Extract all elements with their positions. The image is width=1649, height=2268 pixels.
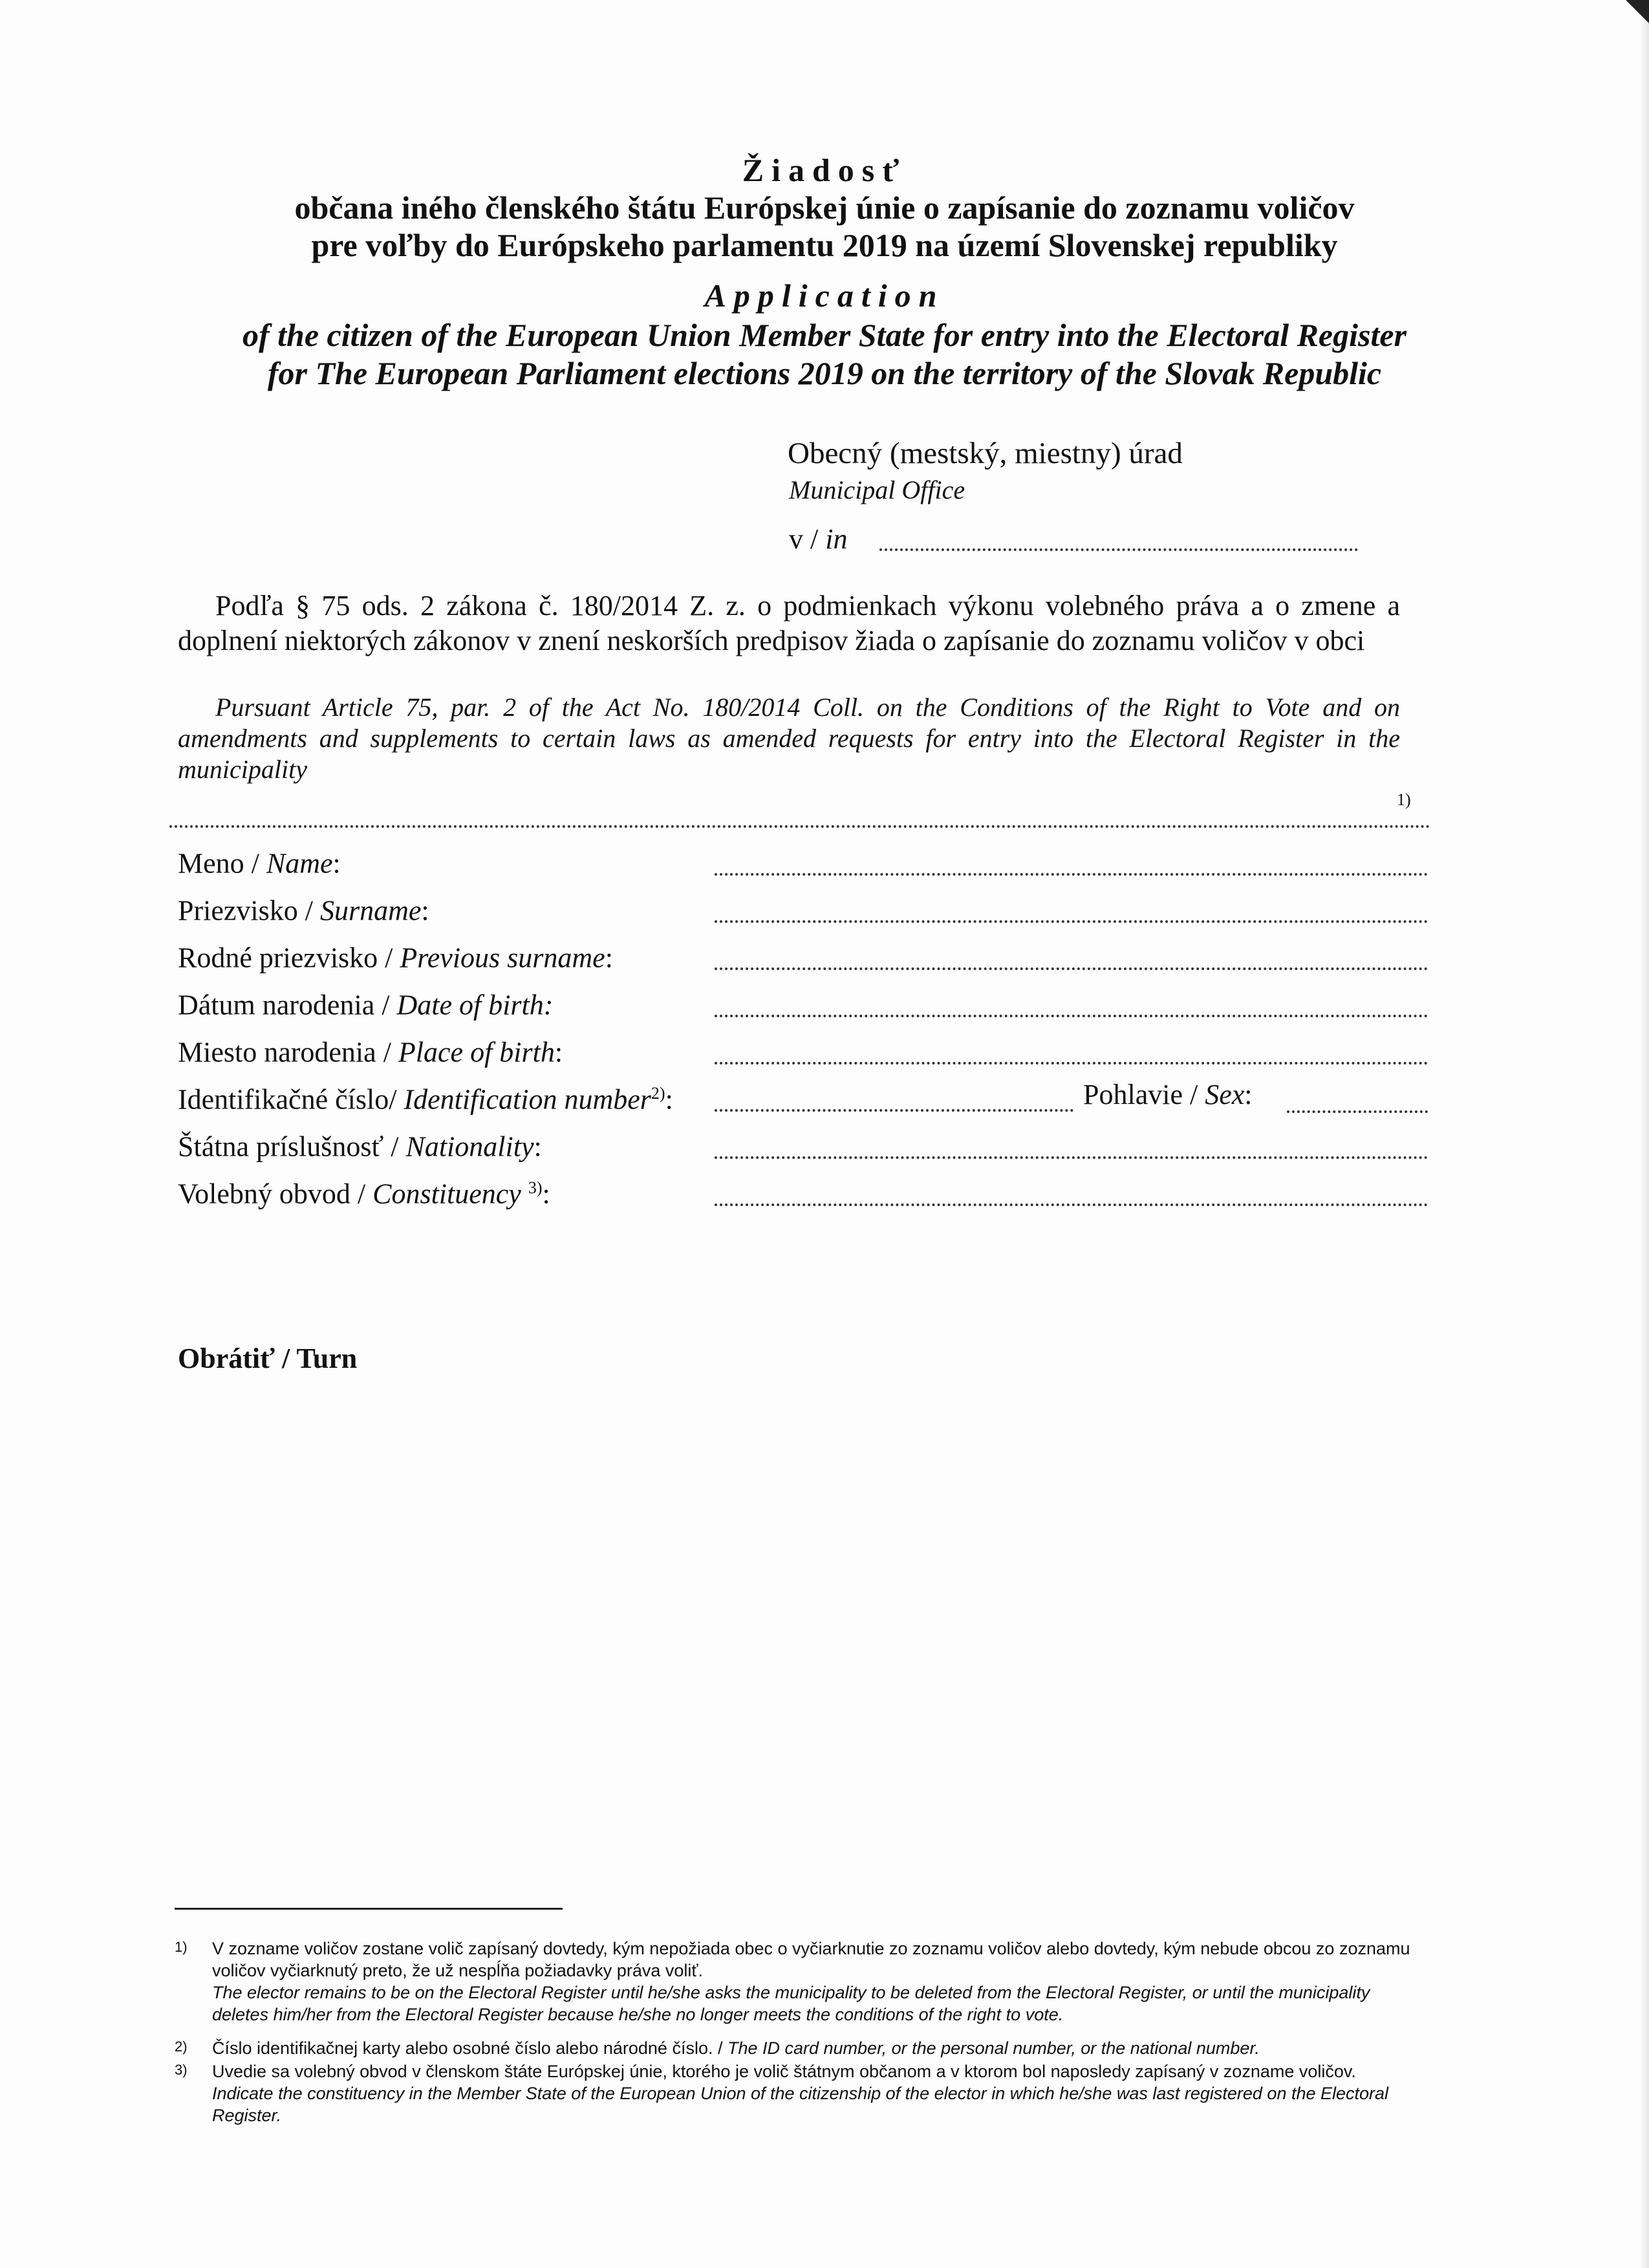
- footnote-mark: 1): [175, 1939, 188, 1955]
- subtitle-en-2: for The European Parliament elections 2019 on the territory of the Slovak Republic: [267, 355, 1382, 391]
- office-in-label: [789, 523, 847, 556]
- subtitle-en-1: of the citizen of the European Union Member State for entry into the Electoral Register: [242, 317, 1407, 353]
- footnote-divider: [175, 1908, 563, 1910]
- intro-footnote-ref: 1): [1397, 790, 1411, 809]
- subtitle-sk-1: občana iného členského štátu Európskej únie o zapísanie do zoznamu voličov: [294, 189, 1355, 226]
- intro-text-sk: Podľa § 75 ods. 2 zákona č. 180/2014 Z. z. o podmienkach výkonu volebného práva a o zmene a doplnení niektorých zákonov v znení neskorších predpisov žiada o zapísanie do zoznamu voličov v obci: [178, 590, 1400, 656]
- field-input-line[interactable]: [715, 967, 1428, 970]
- footnote-text: Číslo identifikačnej karty alebo osobné číslo alebo národné číslo. / The ID card number, or the personal number, or the national number.: [212, 2038, 1260, 2058]
- field-input-line[interactable]: [715, 1015, 1428, 1017]
- office-in-field[interactable]: [879, 548, 1358, 551]
- field-input-line[interactable]: [715, 1204, 1428, 1206]
- field-label: Identifikačné číslo/ Identification number$^{2)}$:: [178, 1083, 673, 1116]
- intro-text-en: Pursuant Article 75, par. 2 of the Act No. 180/2014 Coll. on the Conditions of the Right to Vote and on amendments and supplements to certain laws as amended requests for entry into the Electoral Register in the municipality: [178, 693, 1400, 784]
- field-input-line[interactable]: [715, 1062, 1428, 1064]
- office-in-label-sk: v /: [789, 523, 819, 555]
- field-label: Miesto narodenia / Place of birth:: [178, 1036, 563, 1068]
- office-in-label-en: in: [825, 523, 848, 555]
- sex-label: Pohlavie / Sex:: [1083, 1079, 1253, 1110]
- sex-field[interactable]: [1287, 1110, 1428, 1113]
- page-corner: [1626, 0, 1649, 23]
- field-label: Priezvisko / Surname:: [178, 894, 429, 927]
- field-label: Štátna príslušnosť / Nationality:: [178, 1130, 542, 1163]
- office-label-en: Municipal Office: [789, 475, 965, 504]
- footnote-mark: 2): [175, 2038, 188, 2055]
- title-en: Application: [704, 277, 945, 314]
- turn-label: Obrátiť / Turn: [178, 1343, 358, 1374]
- office-label-sk: Obecný (mestský, miestny) úrad: [788, 437, 1183, 470]
- footnote-mark: 3): [175, 2062, 188, 2078]
- footnote-text: V zozname voličov zostane volič zapísaný dovtedy, kým nepožiada obec o vyčiarknutie zo zoznamu voličov alebo dovtedy, kým nebude obcou zo zoznamu voličov vyčiarknutý preto, že už nespĺňa požiadavky práva voliť. The elector remains to be on the Electoral Register until he/she asks the municipality to be deleted from the Electoral Register, or until the municipality deletes him/her from the Electoral Register because he/she no longer meets the conditions of the right to vote.: [212, 1939, 1410, 2024]
- field-label: Rodné priezvisko / Previous surname:: [178, 942, 613, 974]
- field-label: Volebný obvod / Constituency $^{3)}$:: [178, 1178, 550, 1210]
- field-label: Meno / Name:: [178, 847, 341, 880]
- title-sk: Žiadosť: [742, 152, 907, 188]
- field-input-line[interactable]: [715, 920, 1428, 923]
- field-input-line[interactable]: [715, 1156, 1428, 1159]
- field-input-line[interactable]: [715, 1109, 1073, 1112]
- field-input-line[interactable]: [715, 873, 1428, 876]
- field-label: Dátum narodenia / Date of birth:: [178, 989, 554, 1021]
- subtitle-sk-2: pre voľby do Európskeho parlamentu 2019 na území Slovenskej republiky: [311, 227, 1338, 263]
- municipality-field[interactable]: [169, 825, 1430, 828]
- footnote-text: Uvedie sa volebný obvod v členskom štáte Európskej únie, ktorého je volič štátnym občanom a v ktorom bol naposledy zapísaný v zozname voličov. Indicate the constituency in the Member State of the European Union of the citizenship of the elector in which he/she was last registered on the Electoral Register.: [212, 2062, 1389, 2125]
